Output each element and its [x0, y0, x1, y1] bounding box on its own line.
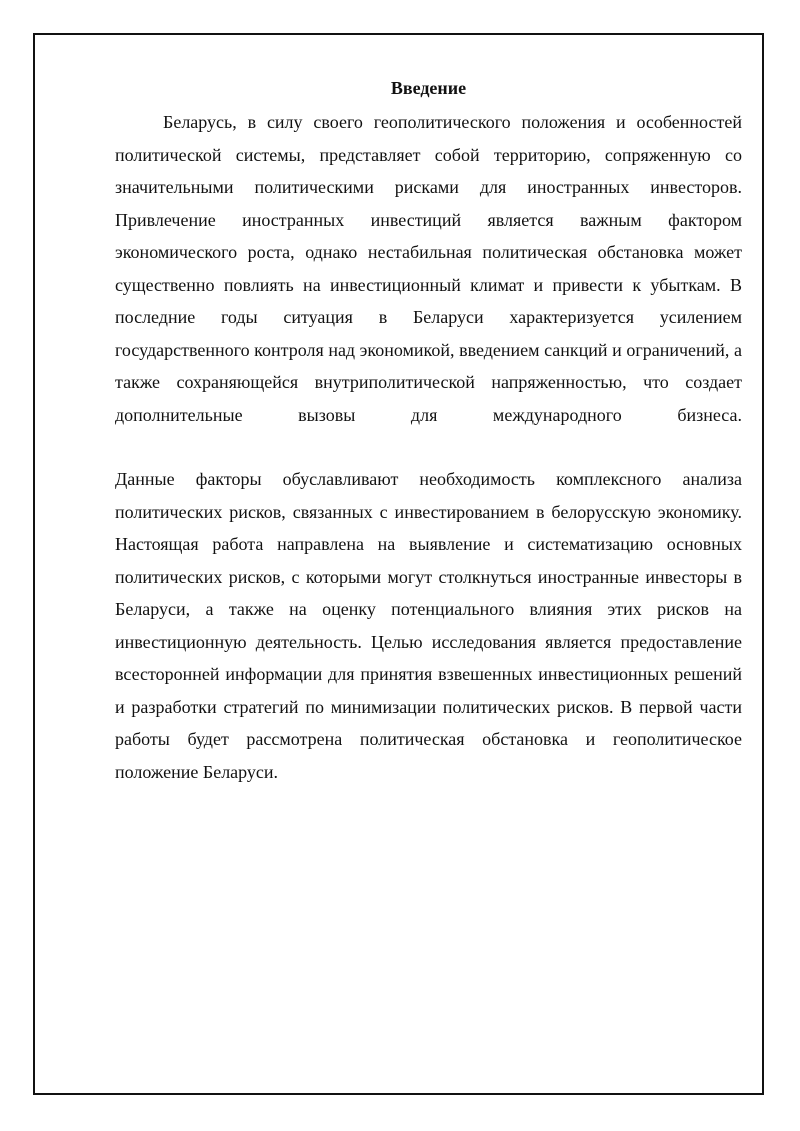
paragraph-spacer	[115, 431, 742, 463]
paragraph-2: Данные факторы обуславливают необходимость комплексного анализа политических рисков, связанных с инвестированием в белорусскую экономику. Настоящая работа направлена на выявление и систематизацию основных политических рисков, с которыми могут столкнуться иностранные инвесторы в Беларуси, а также на оценку потенциального влияния этих рисков на инвестиционную деятельность. Целью исследования является предоставление всесторонней информации для принятия взвешенных инвестиционных решений и разработки стратегий по минимизации политических рисков. В первой части работы будет рассмотрена политическая обстановка и геополитическое положение Беларуси.	[115, 469, 742, 782]
page-title: Введение	[390, 78, 467, 98]
document-body	[115, 70, 742, 788]
paragraph-1: Беларусь, в силу своего геополитического положения и особенностей политической системы, представляет собой территорию, сопряженную со значительными политическими рисками для иностранных инвесторов. Привлечение иностранных инвестиций является важным фактором экономического роста, однако нестабильная политическая обстановка может существенно повлиять на инвестиционный климат и привести к убыткам. В последние годы ситуация в Беларуси характеризуется усилением государственного контроля над экономикой, введением санкций и ограничений, а также сохраняющейся внутриполитической напряженностью, что создает дополнительные вызовы для международного бизнеса.	[115, 112, 742, 425]
